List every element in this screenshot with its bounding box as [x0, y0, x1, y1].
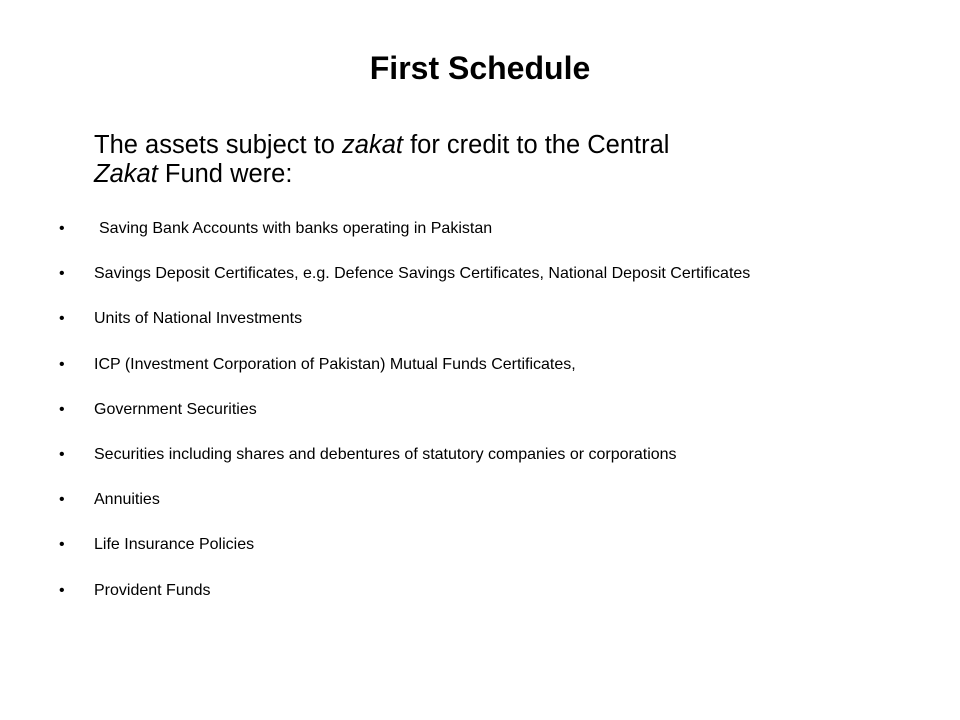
list-item	[0, 580, 960, 625]
intro-italic-zakat: zakat	[342, 131, 403, 159]
list-item-text: Government Securities	[94, 400, 257, 418]
slide-title: First Schedule	[369, 50, 591, 86]
list-item-text: Life Insurance Policies	[94, 536, 255, 554]
list-item-text: ICP (Investment Corporation of Pakistan) Mutual Funds Certificates,	[94, 355, 576, 373]
bullet-icon: •	[59, 220, 65, 237]
list-item	[0, 399, 960, 444]
intro-text-2: for credit to the Central	[403, 131, 670, 159]
list-item-text: Provident Funds	[94, 581, 211, 599]
bullet-icon: •	[59, 265, 65, 283]
bullet-icon: •	[59, 581, 65, 599]
list-item-text: Savings Deposit Certificates, e.g. Defence Savings Certificates, National Deposit Certificates	[94, 265, 751, 283]
bullet-icon: •	[59, 445, 65, 463]
intro-text-1: The assets subject to	[94, 131, 343, 159]
asset-list	[0, 218, 960, 625]
bullet-icon: •	[59, 536, 65, 554]
bullet-icon: •	[59, 491, 65, 509]
intro-text-3: Fund were:	[157, 160, 293, 188]
list-item	[0, 534, 960, 579]
list-item-text: Annuities	[94, 491, 160, 509]
list-item	[0, 354, 960, 399]
bullet-icon: •	[59, 310, 65, 328]
list-item-text: Securities including shares and debentures of statutory companies or corporations	[94, 445, 677, 463]
list-item	[0, 444, 960, 489]
bullet-icon: •	[59, 355, 65, 373]
list-item	[0, 308, 960, 353]
list-item	[0, 263, 960, 308]
list-item-text: Saving Bank Accounts with banks operating in Pakistan	[99, 220, 493, 237]
intro-paragraph	[94, 131, 874, 189]
list-item	[0, 489, 960, 534]
list-item	[0, 218, 960, 263]
bullet-icon: •	[59, 400, 65, 418]
intro-italic-zakat-fund: Zakat	[94, 160, 158, 188]
list-item-text: Units of National Investments	[94, 310, 303, 328]
